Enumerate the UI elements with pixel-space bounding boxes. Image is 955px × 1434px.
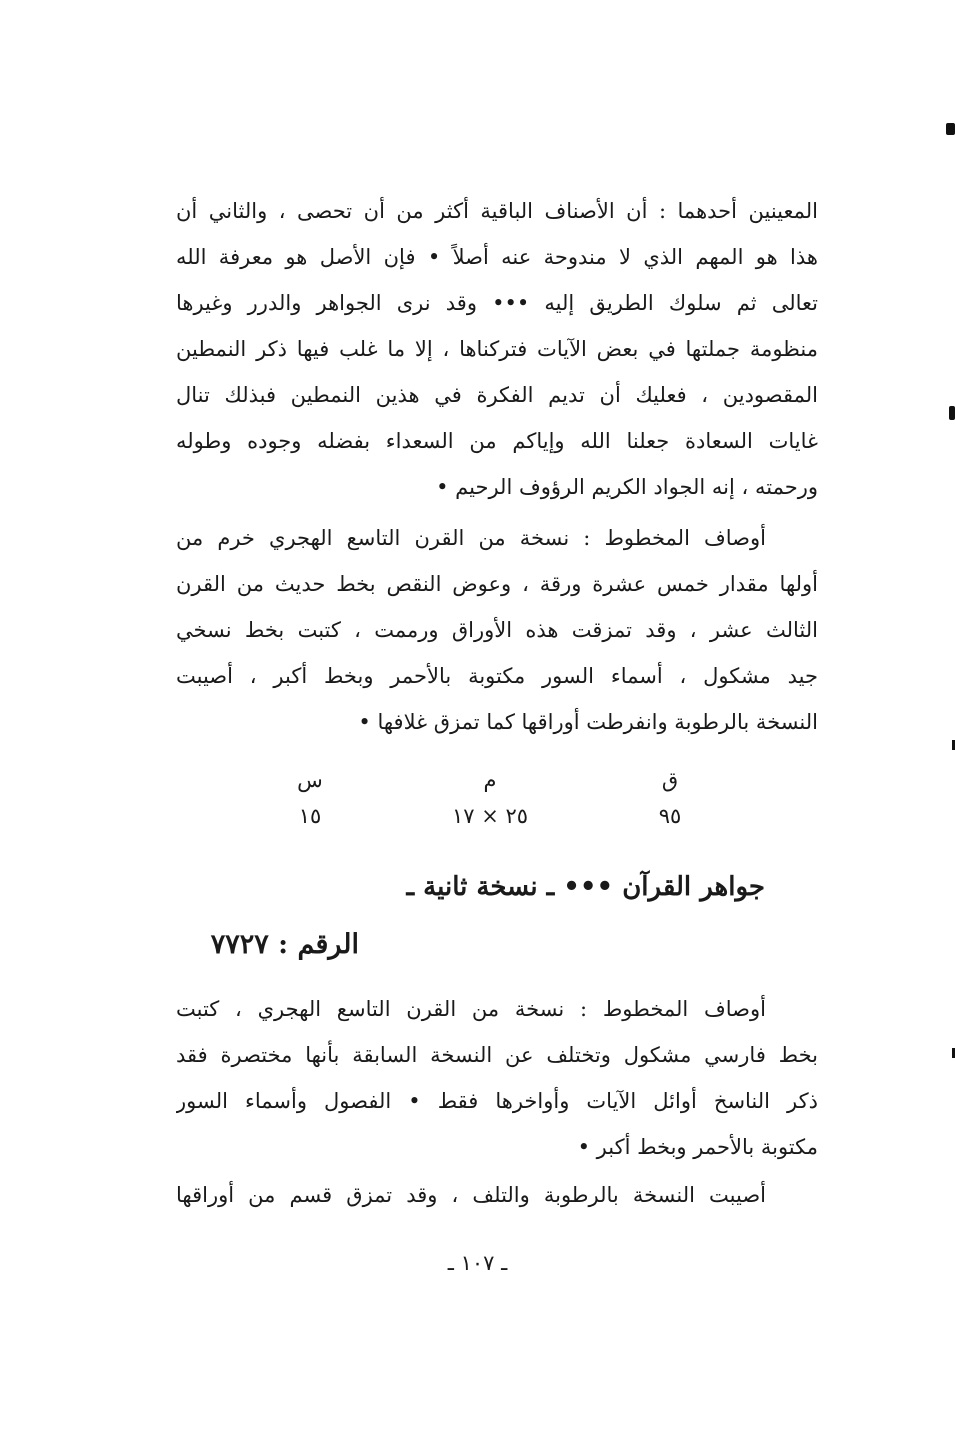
text-line: الثالث عشر ، وقد تمزقت هذه الأوراق ورممت ، كتبت بخط نسخي: [176, 618, 818, 642]
text-line: مكتوبة بالأحمر وبخط أكبر •: [577, 1135, 818, 1159]
measurement-value: ١٥: [298, 804, 322, 828]
text-line: أوصاف المخطوط : نسخة من القرن التاسع الهجري ، كتبت: [176, 997, 766, 1021]
measurements-value-row: [230, 798, 750, 834]
paragraph-manuscript-description-1: [176, 515, 818, 745]
text-line: بخط فارسي مشكول وتختلف عن النسخة السابقة بأنها مختصرة فقد: [176, 1043, 818, 1067]
text-line: أصيبت النسخة بالرطوبة والتلف ، وقد تمزق قسم من أوراقها: [176, 1183, 766, 1207]
manuscript-measurements-table: [230, 762, 750, 834]
scan-edge-mark: [946, 123, 955, 135]
text-line: منظومة جملتها في بعض الآيات فتركناها ، إلا ما غلب فيها ذكر النمطين: [176, 337, 818, 361]
measurements-header-row: [230, 762, 750, 798]
catalog-number-heading: الرقم : ٧٧٢٧: [210, 929, 359, 960]
measurement-header: س: [297, 768, 323, 792]
measurement-header: ق: [661, 768, 679, 792]
scan-edge-mark: [949, 406, 955, 420]
text-line: تعالى ثم سلوك الطريق إليه ••• وقد نرى الجواهر والدرر وغيرها: [176, 291, 818, 315]
text-line: هذا هو المهم الذي لا مندوحة عنه أصلاً • فإن الأصل هو معرفة الله: [176, 245, 818, 269]
measurement-header: م: [483, 768, 497, 792]
paragraph-intro-conclusion: [176, 188, 818, 510]
text-line: غايات السعادة جعلنا الله وإياكم من السعداء بفضله وجوده وطوله: [176, 429, 818, 453]
measurement-value: ٢٥ × ١٧: [451, 804, 529, 828]
measurement-value: ٩٥: [658, 804, 682, 828]
text-line: أولها مقدار خمس عشرة ورقة ، وعوض النقص بخط حديث من القرن: [176, 572, 818, 596]
page-number: ـ ١٠٧ ـ: [447, 1251, 508, 1275]
section-heading: جواهر القرآن ••• ـ نسخة ثانية ـ: [406, 872, 765, 902]
text-line: جيد مشكول ، أسماء السور مكتوبة بالأحمر وبخط أكبر ، أصيبت: [176, 664, 818, 688]
text-line: ذكر الناسخ أوائل الآيات وأواخرها فقط • الفصول وأسماء السور: [176, 1089, 818, 1113]
text-line: النسخة بالرطوبة وانفرطت أوراقها كما تمزق غلافها •: [358, 710, 818, 734]
text-line: المعينين أحدهما : أن الأصناف الباقية أكثر من أن تحصى ، والثاني أن: [176, 199, 818, 223]
text-line: ورحمته ، إنه الجواد الكريم الرؤوف الرحيم •: [436, 475, 818, 499]
paragraph-manuscript-description-2: [176, 986, 818, 1170]
text-line: المقصودين ، فعليك أن تديم الفكرة في هذين النمطين فبذلك تنال: [176, 383, 818, 407]
paragraph-condition: [176, 1172, 818, 1218]
text-line: أوصاف المخطوط : نسخة من القرن التاسع الهجري خرم من: [176, 526, 766, 550]
